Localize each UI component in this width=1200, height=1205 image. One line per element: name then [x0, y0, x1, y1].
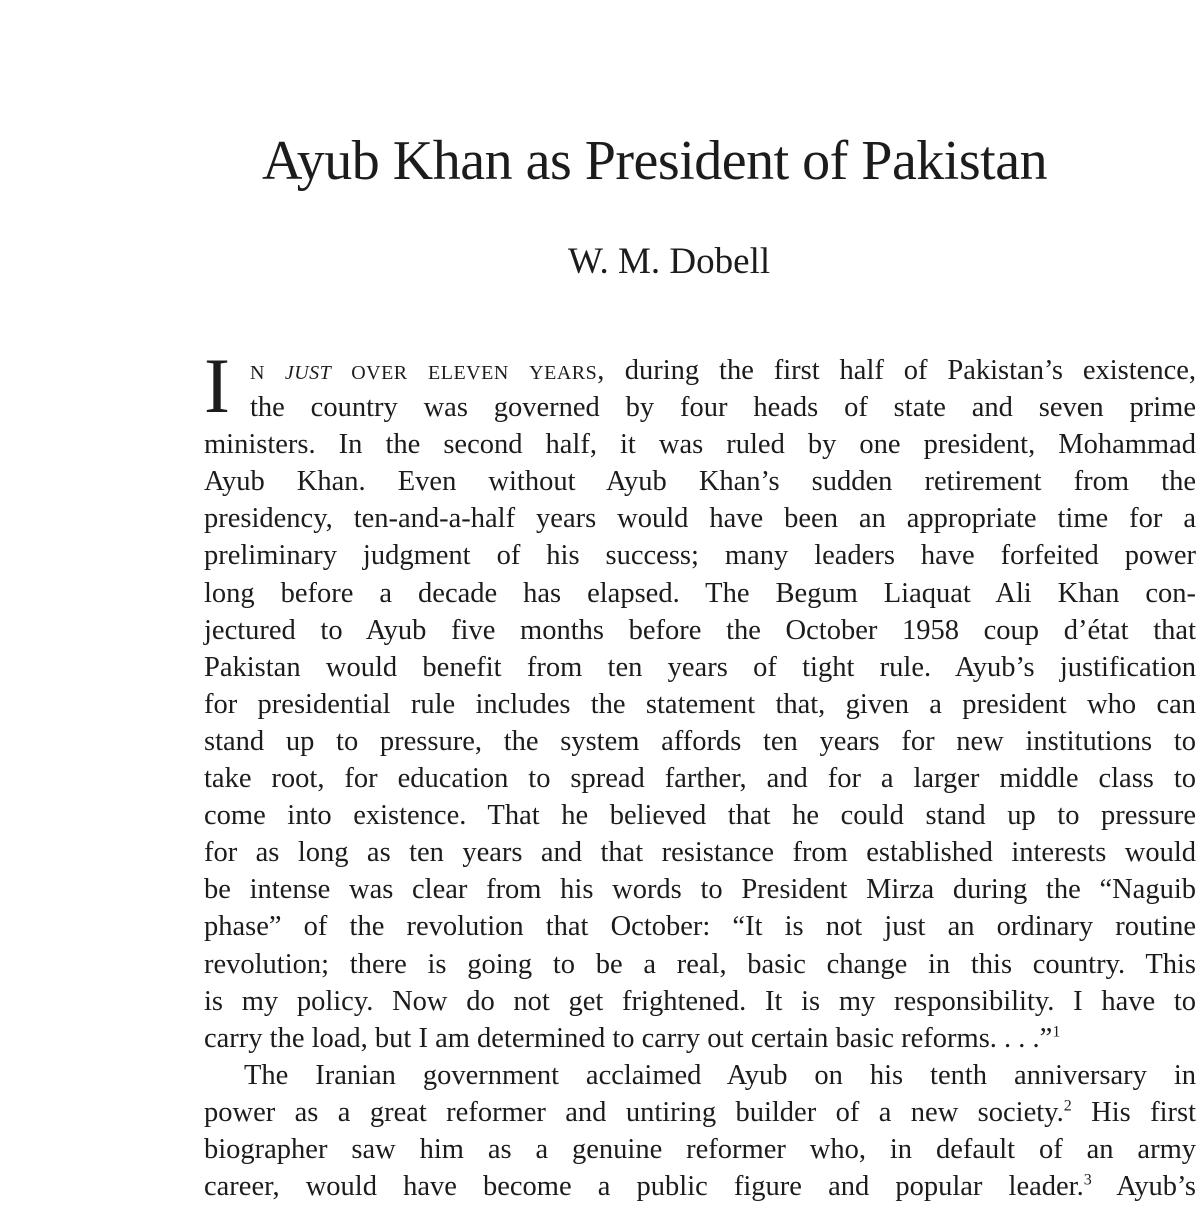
text-line: jectured to Ayub five months before the October 1958 coup d’état that — [204, 614, 1196, 646]
article-title: Ayub Khan as President of Pakistan — [262, 130, 1048, 192]
text-line: The Iranian government acclaimed Ayub on his tenth anniversary in — [244, 1059, 1196, 1091]
footnote-ref: 2 — [1063, 1097, 1072, 1115]
text-line: for presidential rule includes the statement that, given a president who can — [204, 688, 1196, 720]
text-line: presidency, ten-and-a-half years would have been an appropriate time for a — [204, 503, 1196, 535]
text-line: stand up to pressure, the system affords ten years for new institutions to — [204, 725, 1196, 757]
text-line: for as long as ten years and that resistance from established interests would — [204, 837, 1196, 869]
paragraph-1 — [204, 342, 1196, 1057]
text-line-content: career, would have become a public figure and popular leader. — [204, 1171, 1084, 1203]
text-line-content: Ayub’s — [1091, 1171, 1196, 1203]
text-line: be intense was clear from his words to President Mirza during the “Naguib — [204, 874, 1196, 906]
lead-in-small-caps: n — [250, 355, 265, 386]
lead-in-small-caps: over eleven years, — [351, 355, 605, 386]
text-line — [204, 1168, 1196, 1205]
text-line: take root, for education to spread farther, and for a larger middle class to — [204, 763, 1196, 795]
text-line: is my policy. Now do not get frightened. It is my responsibility. I have to — [204, 985, 1196, 1017]
drop-cap: I — [204, 342, 230, 429]
text-line: long before a decade has elapsed. The Begum Liaquat Ali Khan con- — [204, 577, 1196, 609]
footnote-ref: 3 — [1083, 1171, 1092, 1189]
text-line: preliminary judgment of his success; many leaders have forfeited power — [204, 540, 1196, 572]
text-line: come into existence. That he believed that he could stand up to pressure — [204, 800, 1196, 832]
text-line — [204, 1020, 1196, 1057]
text-line: Ayub Khan. Even without Ayub Khan’s sudden retirement from the — [204, 466, 1196, 498]
text-line: Pakistan would benefit from ten years of tight rule. Ayub’s justification — [204, 651, 1196, 683]
text-line-content: during the first half of Pakistan’s existence, — [604, 355, 1196, 386]
text-line: phase” of the revolution that October: “It is not just an ordinary routine — [204, 911, 1196, 943]
text-line — [204, 1094, 1196, 1131]
text-line: ministers. In the second half, it was ruled by one president, Mohammad — [204, 429, 1196, 461]
text-line: the country was governed by four heads of state and seven prime — [250, 392, 1196, 424]
article-body — [204, 342, 1197, 1205]
text-line: biographer saw him as a genuine reformer who, in default of an army — [204, 1133, 1196, 1165]
text-line-content: carry the load, but I am determined to carry out certain basic reforms. . . .” — [204, 1022, 1053, 1054]
article-author: W. M. Dobell — [568, 241, 771, 282]
text-line-content: His first — [1071, 1096, 1197, 1128]
footnote-ref: 1 — [1052, 1023, 1061, 1041]
lead-in-small-caps-italic: just — [284, 355, 332, 386]
text-line-content: power as a great reformer and untiring builder of a new society. — [204, 1096, 1064, 1128]
text-line: revolution; there is going to be a real, basic change in this country. This — [204, 948, 1196, 980]
paragraph-2 — [204, 1057, 1196, 1205]
